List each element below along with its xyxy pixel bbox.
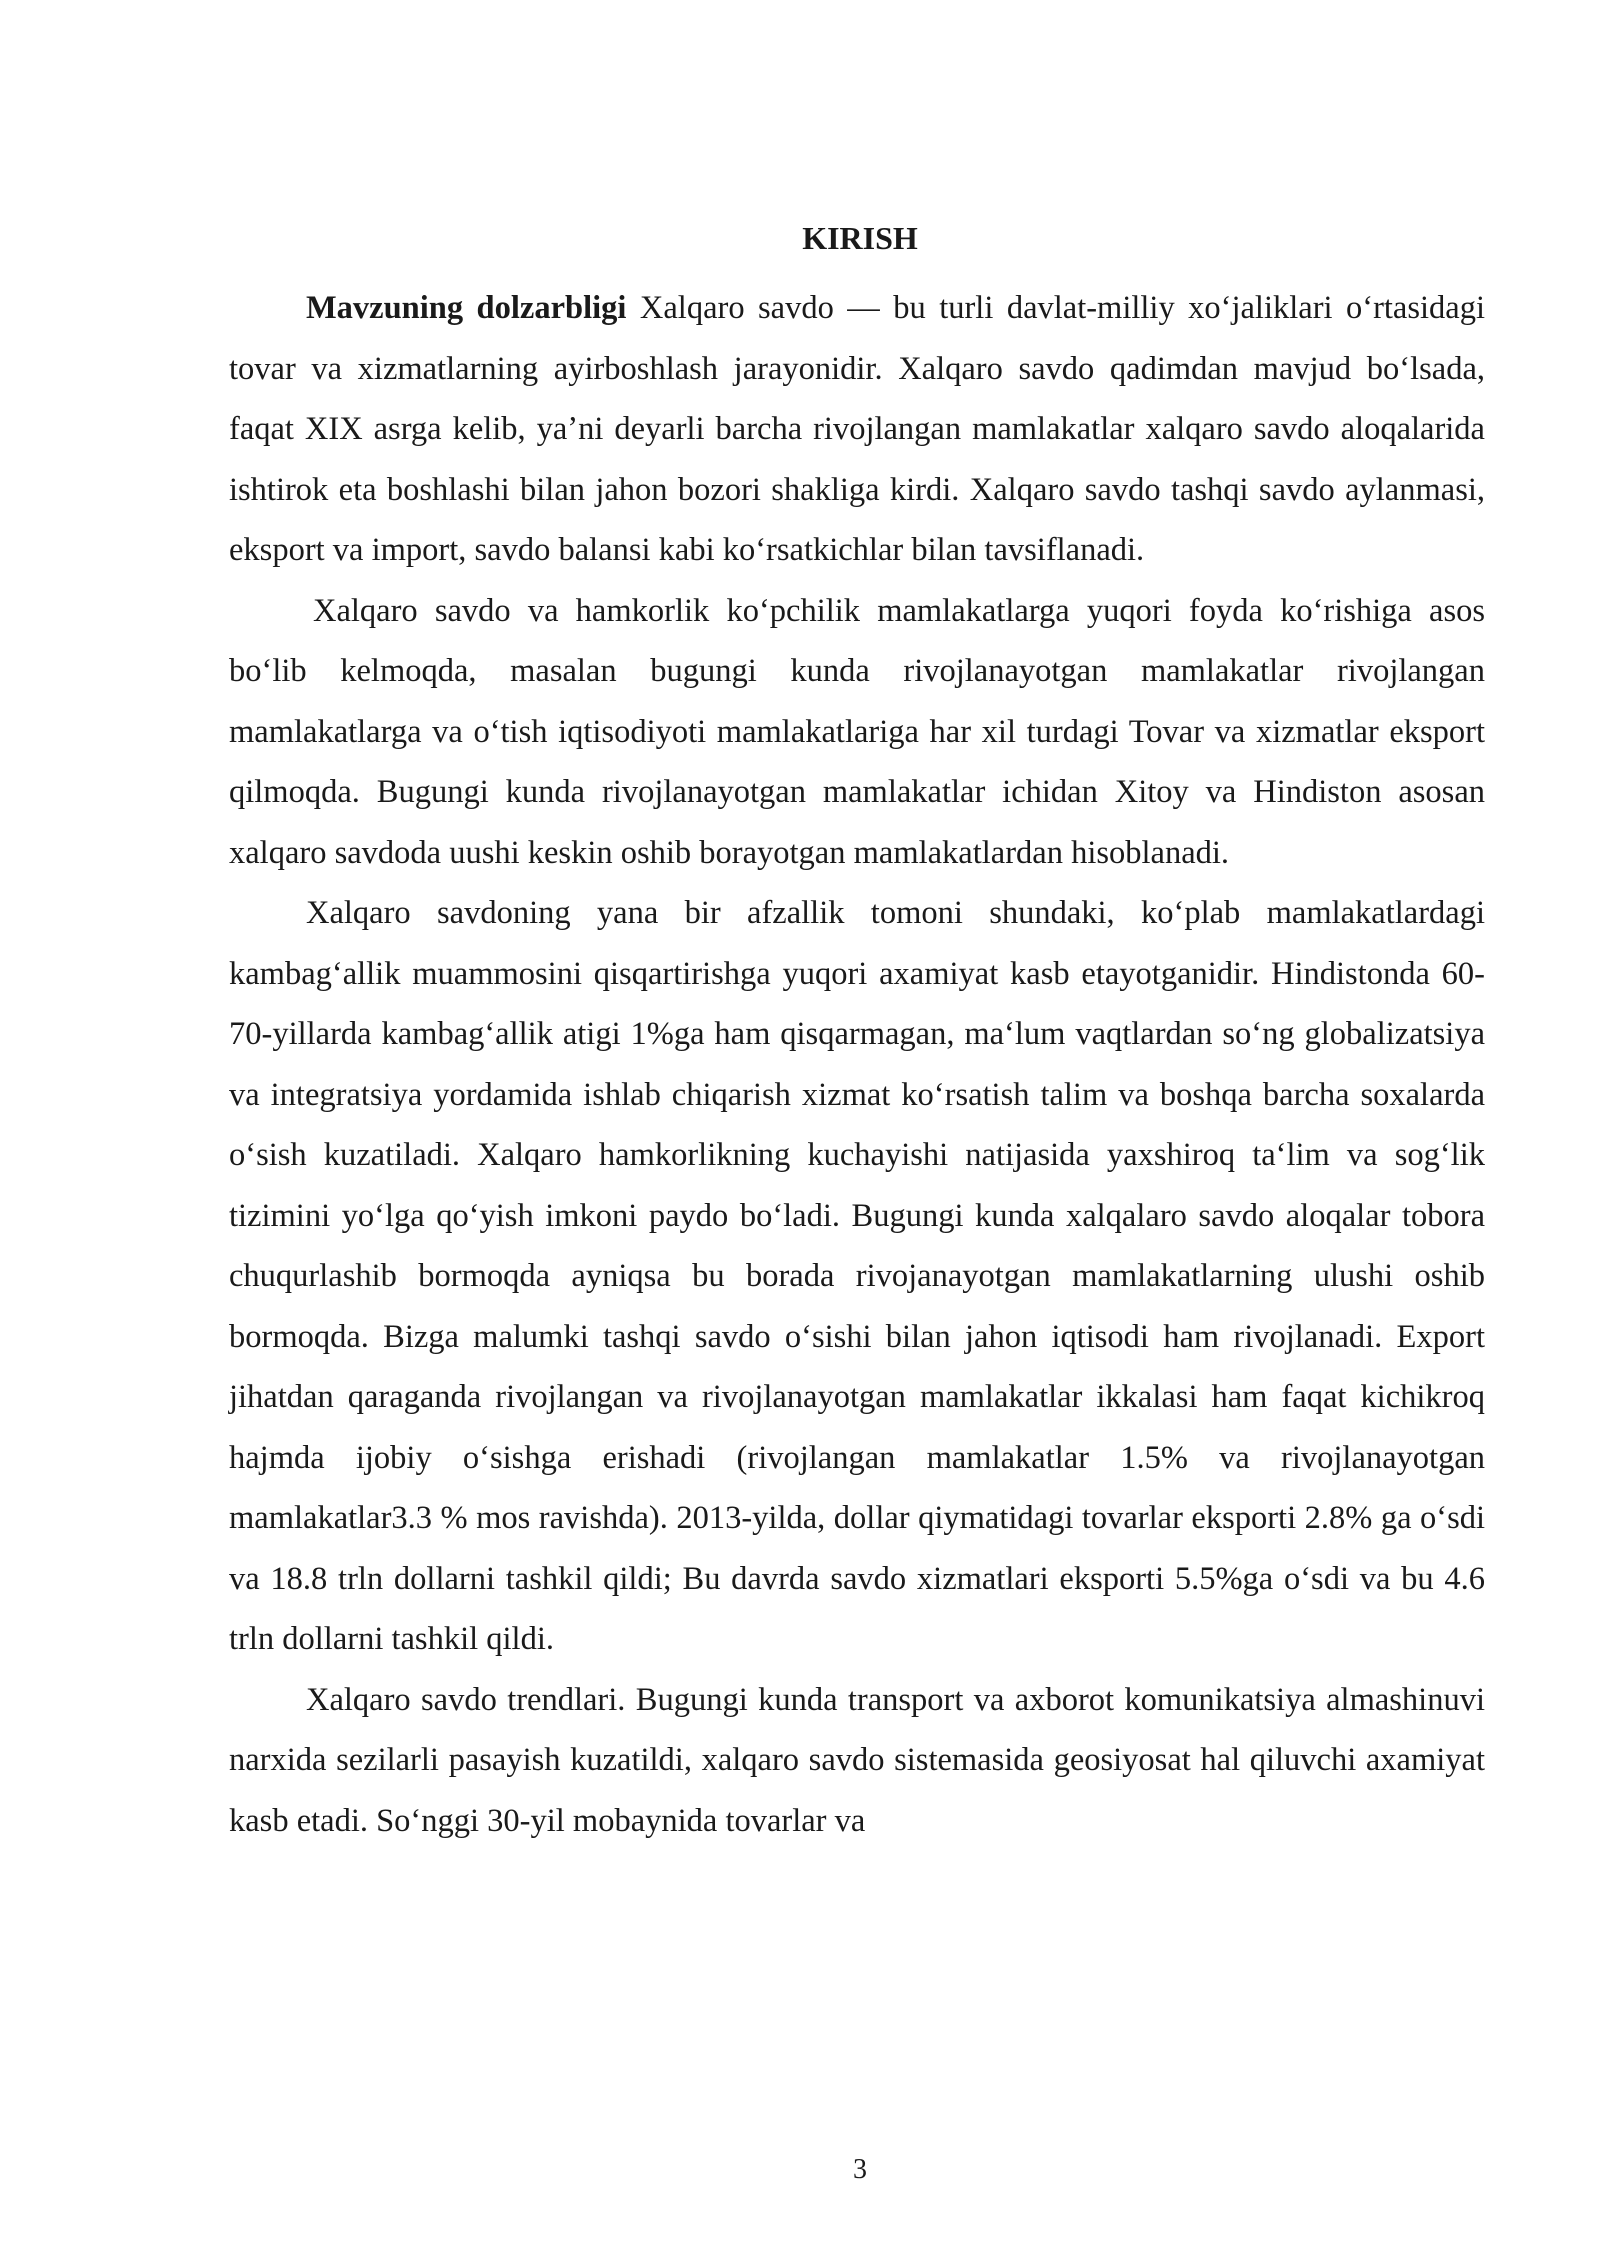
paragraph-poverty (229, 883, 1485, 1670)
paragraph-lead: Mavzuning dolzarbligi (306, 290, 627, 326)
paragraph-text: Xalqaro savdoning yana bir afzallik tomoni shundaki, koʻplab mamlakatlardagi kambagʻallik muammosini qisqartirishga yuqori axamiyat kasb etayotganidir. Hindistonda 60-70-yillarda kambagʻallik atigi 1%ga ham qisqarmagan, maʻlum vaqtlardan soʻng globalizatsiya va integratsiya yordamida ishlab chiqarish xizmat koʻrsatish talim va boshqa barcha soxalarda oʻsish kuzatiladi. Xalqaro hamkorlikning kuchayishi natijasida yaxshiroq taʻlim va sogʻlik tizimini yoʻlga qoʻyish imkoni paydo boʻladi. Bugungi kunda xalqalaro savdo aloqalar tobora chuqurlashib bormoqda ayniqsa bu borada rivojanayotgan mamlakatlarning ulushi oshib bormoqda. Bizga malumki tashqi savdo oʻsishi bilan jahon iqtisodi ham rivojlanadi. Export jihatdan qaraganda rivojlangan va rivojlanayotgan mamlakatlar ikkalasi ham faqat kichikroq hajmda ijobiy oʻsishga erishadi (rivojlangan mamlakatlar 1.5% va rivojlanayotgan mamlakatlar3.3 % mos ravishda). 2013-yilda, dollar qiymatidagi tovarlar eksporti 2.8% ga oʻsdi va 18.8 trln dollarni tashkil qildi; Bu davrda savdo xizmatlari eksporti 5.5%ga oʻsdi va bu 4.6 trln dollarni tashkil qildi. (229, 895, 1485, 1657)
paragraph-trends (229, 1670, 1485, 1852)
paragraph-cooperation (229, 581, 1485, 884)
body-text (229, 278, 1485, 1851)
page-title: KIRISH (802, 220, 918, 256)
paragraph-text: Xalqaro savdo — bu turli davlat-milliy xoʻjaliklari oʻrtasidagi tovar va xizmatlarning ayirboshlash jarayonidir. Xalqaro savdo qadimdan mavjud boʻlsada, faqat XIX asrga kelib, yaʼni deyarli barcha rivojlangan mamlakatlar xalqaro savdo aloqalarida ishtirok eta boshlashi bilan jahon bozori shakliga kirdi. Xalqaro savdo tashqi savdo aylanmasi, eksport va import, savdo balansi kabi koʻrsatkichlar bilan tavsiflanadi. (229, 290, 1485, 568)
paragraph-relevance (229, 278, 1485, 581)
paragraph-text: Xalqaro savdo va hamkorlik koʻpchilik mamlakatlarga yuqori foyda koʻrishiga asos boʻlib kelmoqda, masalan bugungi kunda rivojlanayotgan mamlakatlar rivojlangan mamlakatlarga va oʻtish iqtisodiyoti mamlakatlariga har xil turdagi Tovar va xizmatlar eksport qilmoqda. Bugungi kunda rivojlanayotgan mamlakatlar ichidan Xitoy va Hindiston asosan xalqaro savdoda uushi keskin oshib borayotgan mamlakatlardan hisoblanadi. (229, 592, 1485, 871)
page-number: 3 (853, 2154, 867, 2185)
paragraph-text: Xalqaro savdo trendlari. Bugungi kunda transport va axborot komunikatsiya almashinuvi narxida sezilarli pasayish kuzatildi, xalqaro savdo sistemasida geosiyosat hal qiluvchi axamiyat kasb etadi. Soʻnggi 30-yil mobaynida tovarlar va (229, 1681, 1485, 1839)
